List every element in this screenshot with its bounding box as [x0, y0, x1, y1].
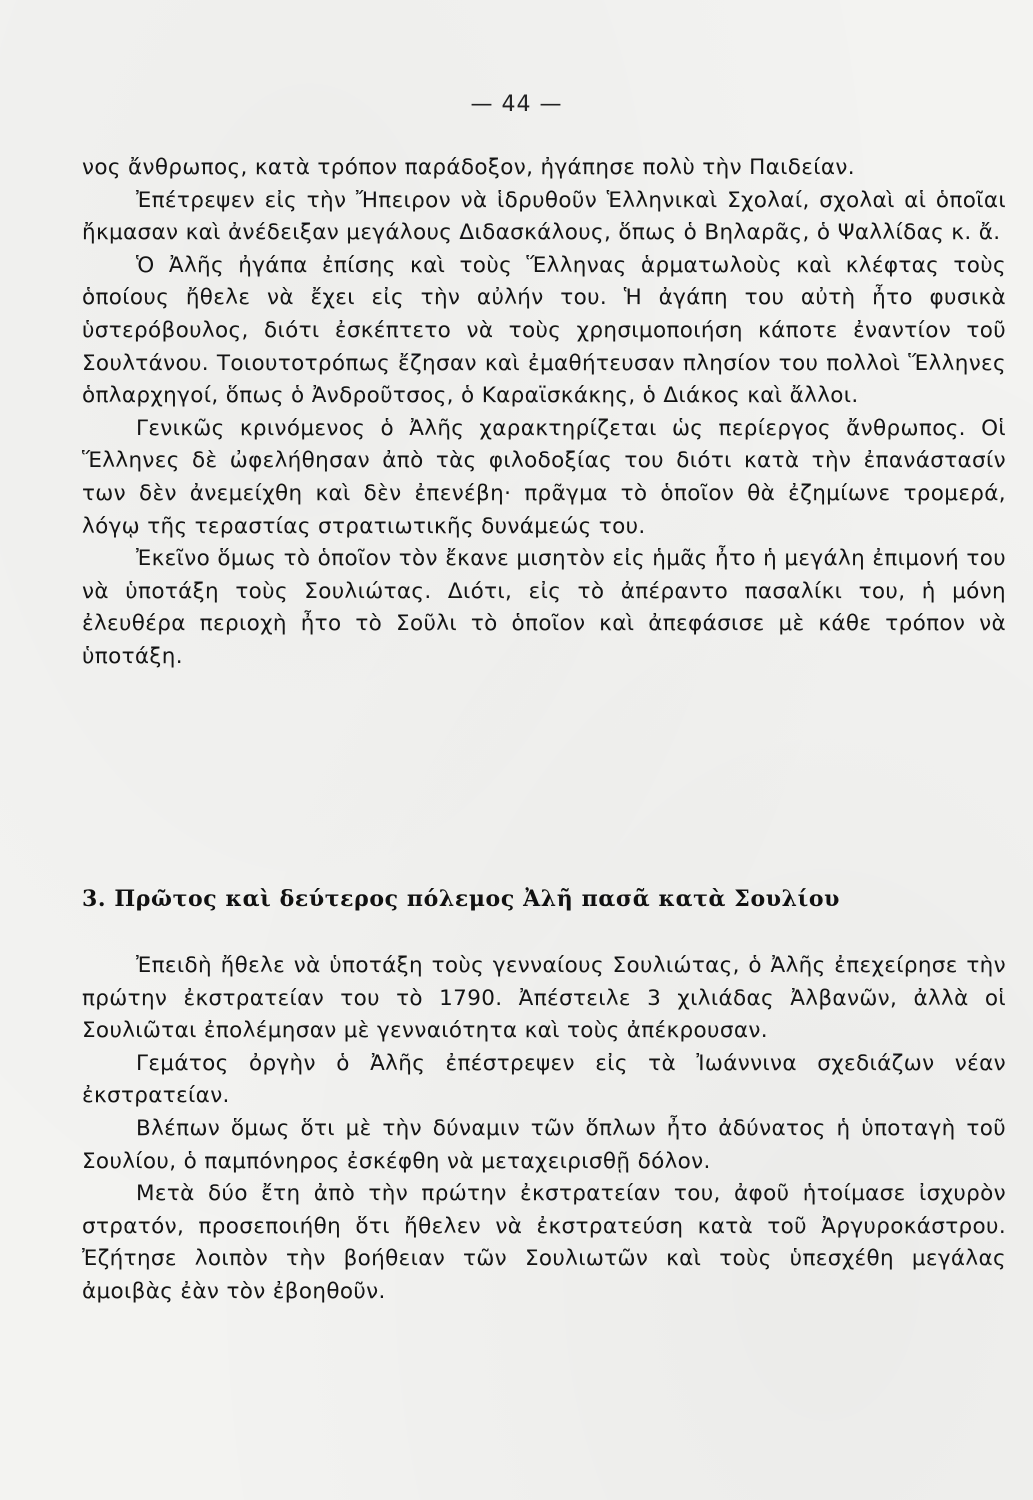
paragraph-continuation: νος ἄνθρωπος, κατὰ τρόπον παράδοξον, ἠγάπησε πολὺ τὴν Παιδείαν. — [82, 155, 855, 180]
paragraph-schools: Ἐπέτρεψεν εἰς τὴν Ἤπειρον νὰ ἱδρυθοῦν Ἑλληνικαὶ Σχολαί, σχολαὶ αἱ ὁποῖαι ἤκμασαν καὶ ἀνέδειξαν μεγάλους Διδασκάλους, ὅπως ὁ Βηλαρᾶς, ὁ Ψαλλίδας κ. ἄ. — [82, 187, 1006, 246]
paragraph-return-ioannina: Γεμάτος ὀργὴν ὁ Ἀλῆς ἐπέστρεψεν εἰς τὰ Ἰωάννινα σχεδιάζων νέαν ἐκστρατείαν. — [82, 1050, 1006, 1109]
page-number: — 44 — — [470, 92, 563, 117]
text-block-top — [82, 152, 1006, 674]
paragraph-armatoloi: Ὁ Ἀλῆς ἠγάπα ἐπίσης καὶ τοὺς Ἕλληνας ἁρματωλοὺς καὶ κλέφτας τοὺς ὁποίους ἤθελε νὰ ἔχει εἰς τὴν αὐλήν του. Ἡ ἀγάπη του αὐτὴ ἦτο φυσικὰ ὑστερόβουλος, διότι ἐσκέπτετο νὰ τοὺς χρησιμοποιήση κάποτε ἐναντίον τοῦ Σουλτάνου. Τοιουτοτρόπως ἔζησαν καὶ ἐμαθήτευσαν πλησίον του πολλοὶ Ἕλληνες ὁπλαρχηγοί, ὅπως ὁ Ἀνδροῦτσος, ὁ Καραϊσκάκης, ὁ Διάκος καὶ ἄλλοι. — [82, 252, 1006, 409]
paragraph-souli: Ἐκεῖνο ὅμως τὸ ὁποῖον τὸν ἔκανε μισητὸν εἰς ἡμᾶς ἦτο ἡ μεγάλη ἐπιμονή του νὰ ὑποτάξη τοὺς Σουλιώτας. Διότι, εἰς τὸ ἀπέραντο πασαλίκι του, ἡ μόνη ἐλευθέρα περιοχὴ ἦτο τὸ Σοῦλι τὸ ὁποῖον καὶ ἀπεφάσισε μὲ κάθε τρόπον νὰ ὑποτάξη. — [82, 546, 1006, 669]
paragraph-deceit: Βλέπων ὅμως ὅτι μὲ τὴν δύναμιν τῶν ὅπλων ἦτο ἀδύνατος ἡ ὑποταγὴ τοῦ Σουλίου, ὁ παμπόνηρος ἐσκέφθη νὰ μεταχειρισθῇ δόλον. — [82, 1115, 1006, 1174]
section-heading: 3. Πρῶτος καὶ δεύτερος πόλεμος Ἀλῆ πασᾶ κατὰ Σουλίου — [82, 886, 840, 912]
paragraph-character: Γενικῶς κρινόμενος ὁ Ἀλῆς χαρακτηρίζεται ὡς περίεργος ἄνθρωπος. Οἱ Ἕλληνες δὲ ὠφελήθησαν ἀπὸ τὰς φιλοδοξίας του διότι κατὰ τὴν ἐπανάστασίν των δὲν ἀνεμείχθη καὶ δὲν ἐπενέβη· πρᾶγμα τὸ ὁποῖον θὰ ἐζημίωνε τρομερά, λόγῳ τῆς τεραστίας στρατιωτικῆς δυνάμεώς του. — [82, 415, 1006, 539]
text-block-bottom — [82, 950, 1006, 1309]
paragraph-second-campaign: Μετὰ δύο ἔτη ἀπὸ τὴν πρώτην ἐκστρατείαν του, ἀφοῦ ἡτοίμασε ἰσχυρὸν στρατόν, προσεποιήθη ὅτι ἤθελεν νὰ ἐκστρατεύση κατὰ τοῦ Ἀργυροκάστρου. Ἐζήτησε λοιπὸν τὴν βοήθειαν τῶν Σουλιωτῶν καὶ τοὺς ὑπεσχέθη μεγάλας ἀμοιβὰς ἐὰν τὸν ἐβοηθοῦν. — [82, 1181, 1006, 1304]
paragraph-first-campaign: Ἐπειδὴ ἤθελε νὰ ὑποτάξη τοὺς γενναίους Σουλιώτας, ὁ Ἀλῆς ἐπεχείρησε τὴν πρώτην ἐκστρατείαν του τὸ 1790. Ἀπέστειλε 3 χιλιάδας Ἀλβανῶν, ἀλλὰ οἱ Σουλιῶται ἐπολέμησαν μὲ γενναιότητα καὶ τοὺς ἀπέκρουσαν. — [82, 953, 1006, 1044]
